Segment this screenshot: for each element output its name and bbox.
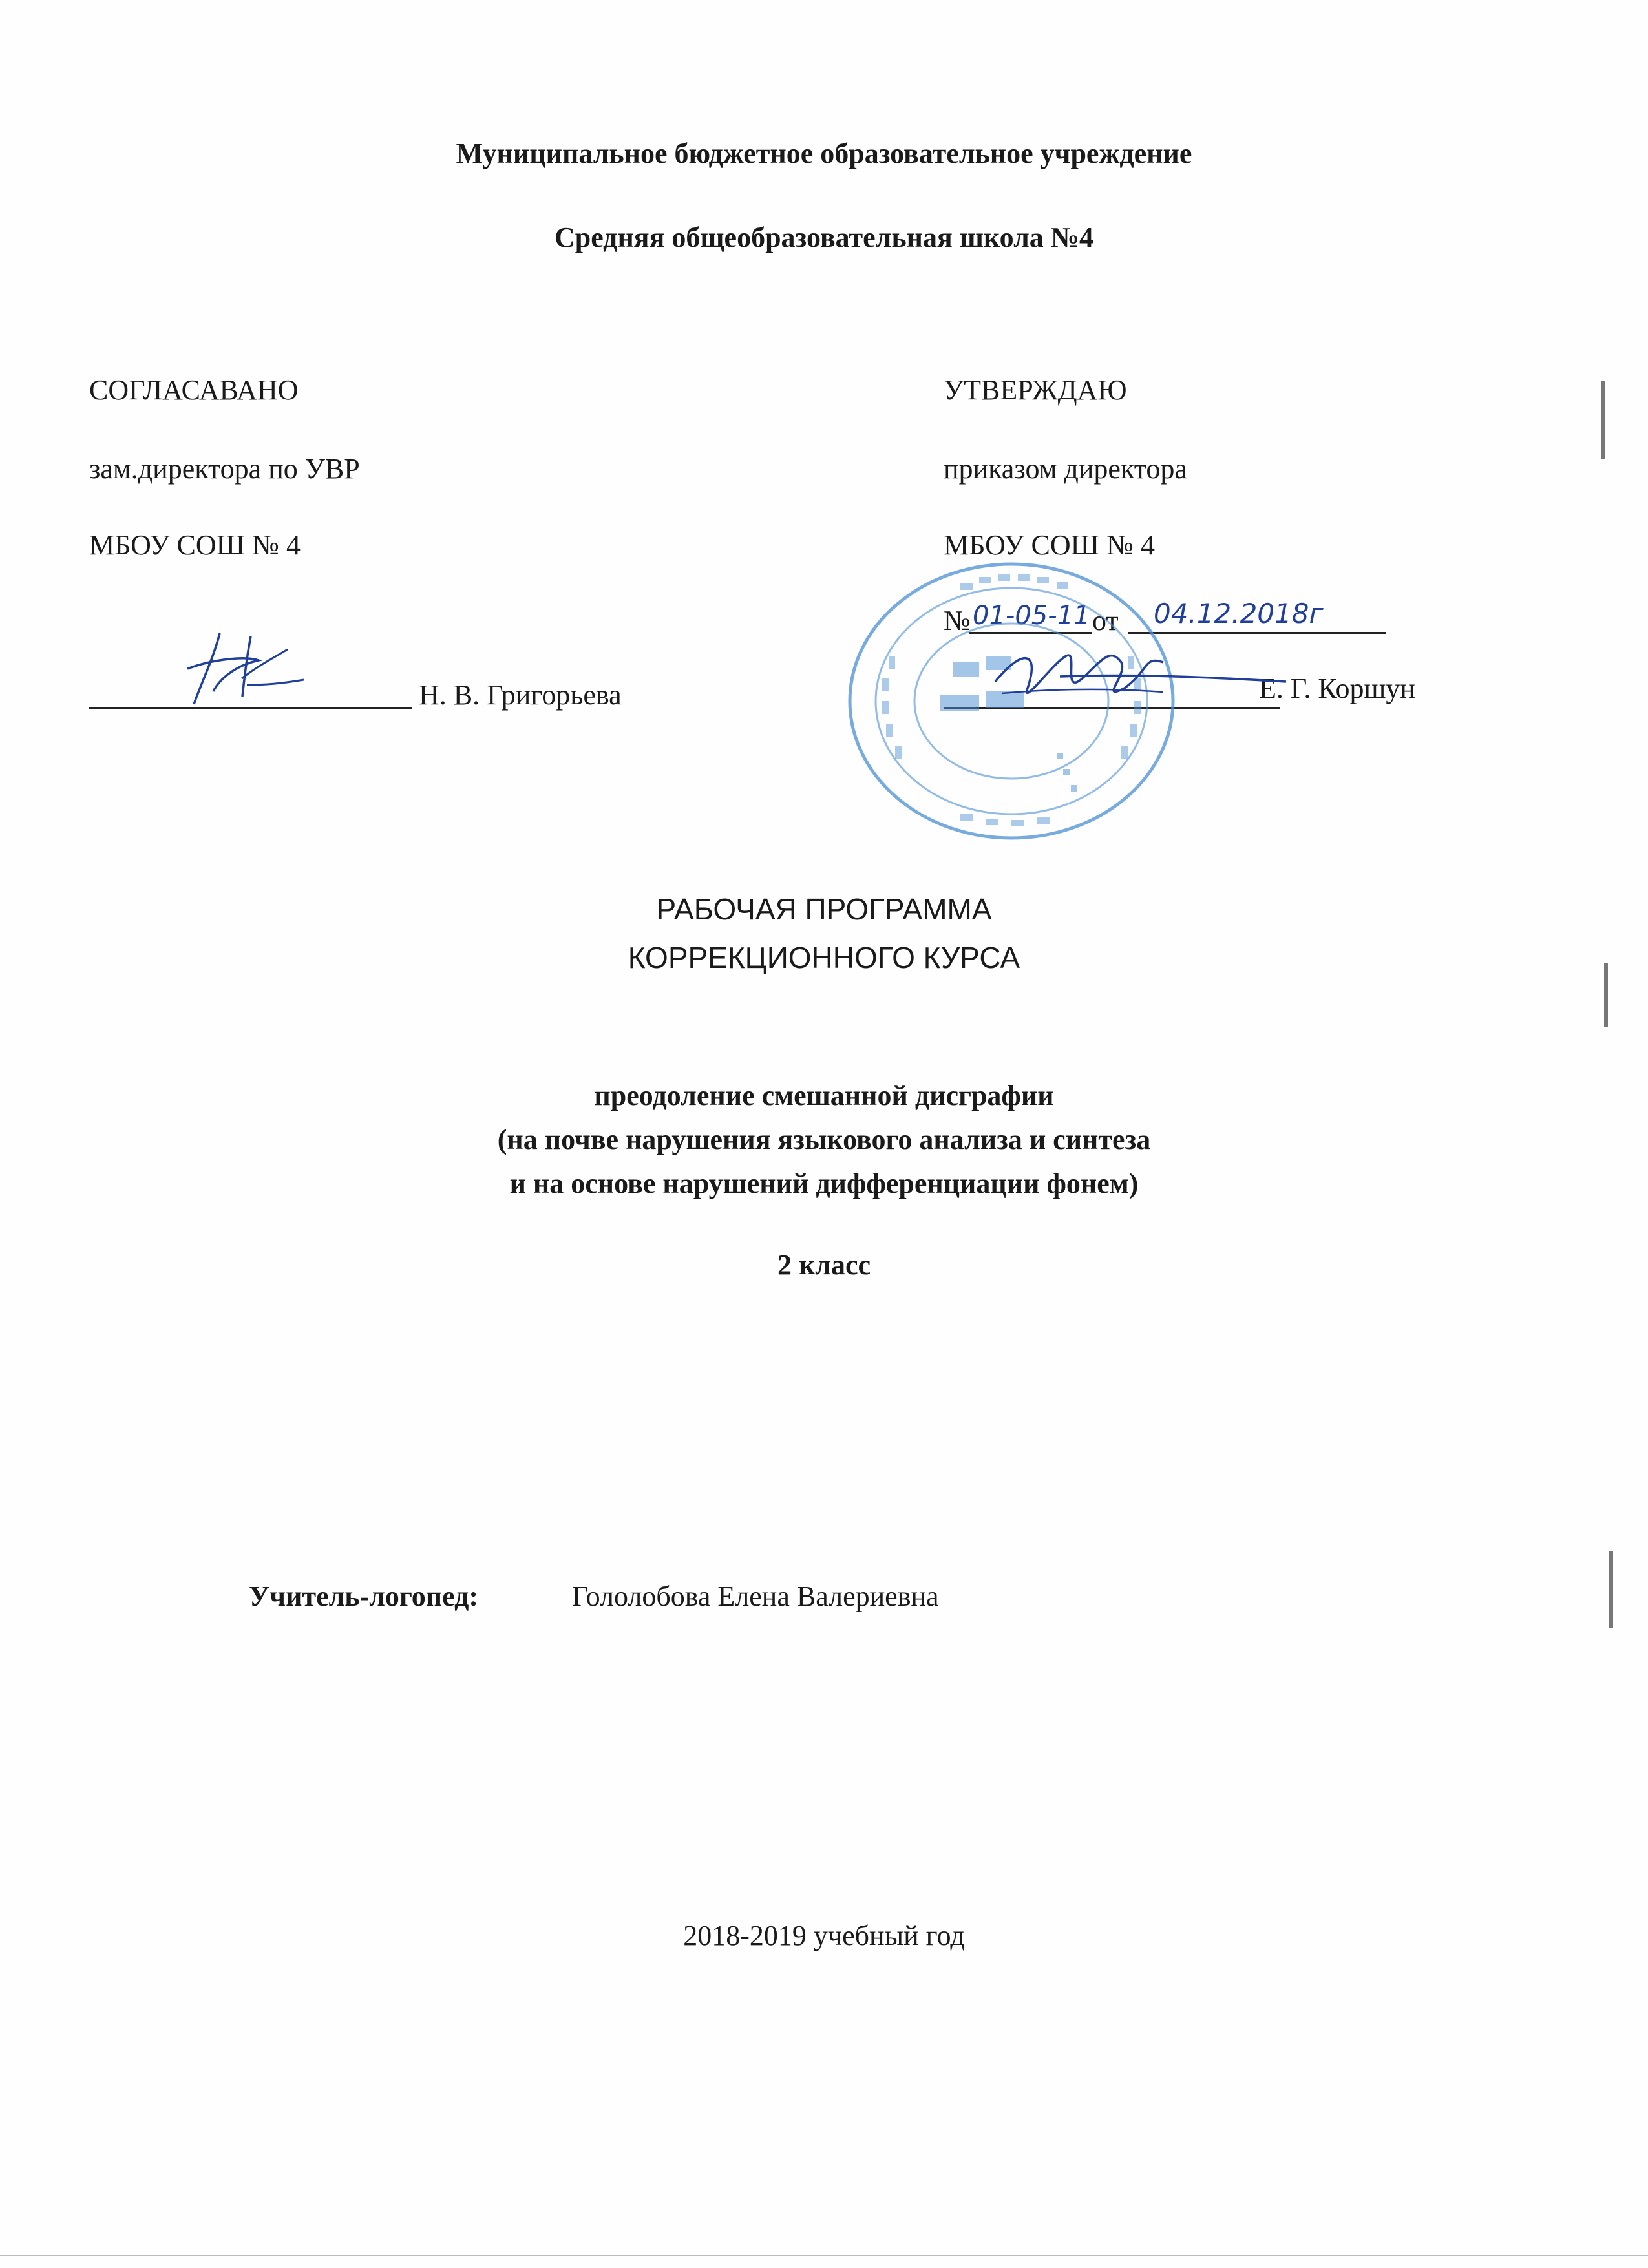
agreed-signature <box>174 620 317 711</box>
order-number-sign: № <box>944 605 971 636</box>
agreed-org: МБОУ СОШ № 4 <box>89 529 301 561</box>
order-number: 01-05-11 <box>973 601 1090 631</box>
approved-title: УТВЕРЖДАЮ <box>944 374 1127 406</box>
order-date: 04.12.2018г <box>1154 598 1324 629</box>
subject-line1: преодоление смешанной дисграфии <box>594 1080 1054 1111</box>
grade: 2 класс <box>777 1249 871 1281</box>
agreed-name: Н. В. Григорьева <box>419 679 622 711</box>
approved-signature <box>982 636 1293 714</box>
school-title: Средняя общеобразовательная школа №4 <box>554 222 1093 253</box>
agreed-title: СОГЛАСАВАНО <box>89 374 299 406</box>
agreed-position: зам.директора по УВР <box>89 453 360 485</box>
scan-bottom-edge <box>0 2255 1648 2256</box>
approved-position: приказом директора <box>944 453 1187 485</box>
approved-org: МБОУ СОШ № 4 <box>944 529 1156 561</box>
academic-year: 2018-2019 учебный год <box>683 1920 965 1951</box>
subject-line3: и на основе нарушений дифференциации фонем) <box>509 1168 1139 1199</box>
org-title: Муниципальное бюджетное образовательное учреждение <box>456 138 1192 169</box>
order-from: от <box>1092 605 1119 636</box>
scan-artifact <box>1604 963 1608 1027</box>
scan-artifact <box>1601 381 1605 459</box>
approved-name: Е. Г. Коршун <box>1259 673 1415 704</box>
subject-line2: (на почве нарушения языкового анализа и синтеза <box>497 1124 1151 1155</box>
scan-artifact <box>1609 1551 1613 1628</box>
program-title-line2: КОРРЕКЦИОННОГО КУРСА <box>628 941 1020 974</box>
teacher-name: Гололобова Елена Валериевна <box>572 1580 939 1612</box>
teacher-label: Учитель-логопед: <box>249 1580 478 1612</box>
program-title-line1: РАБОЧАЯ ПРОГРАММА <box>656 892 992 926</box>
